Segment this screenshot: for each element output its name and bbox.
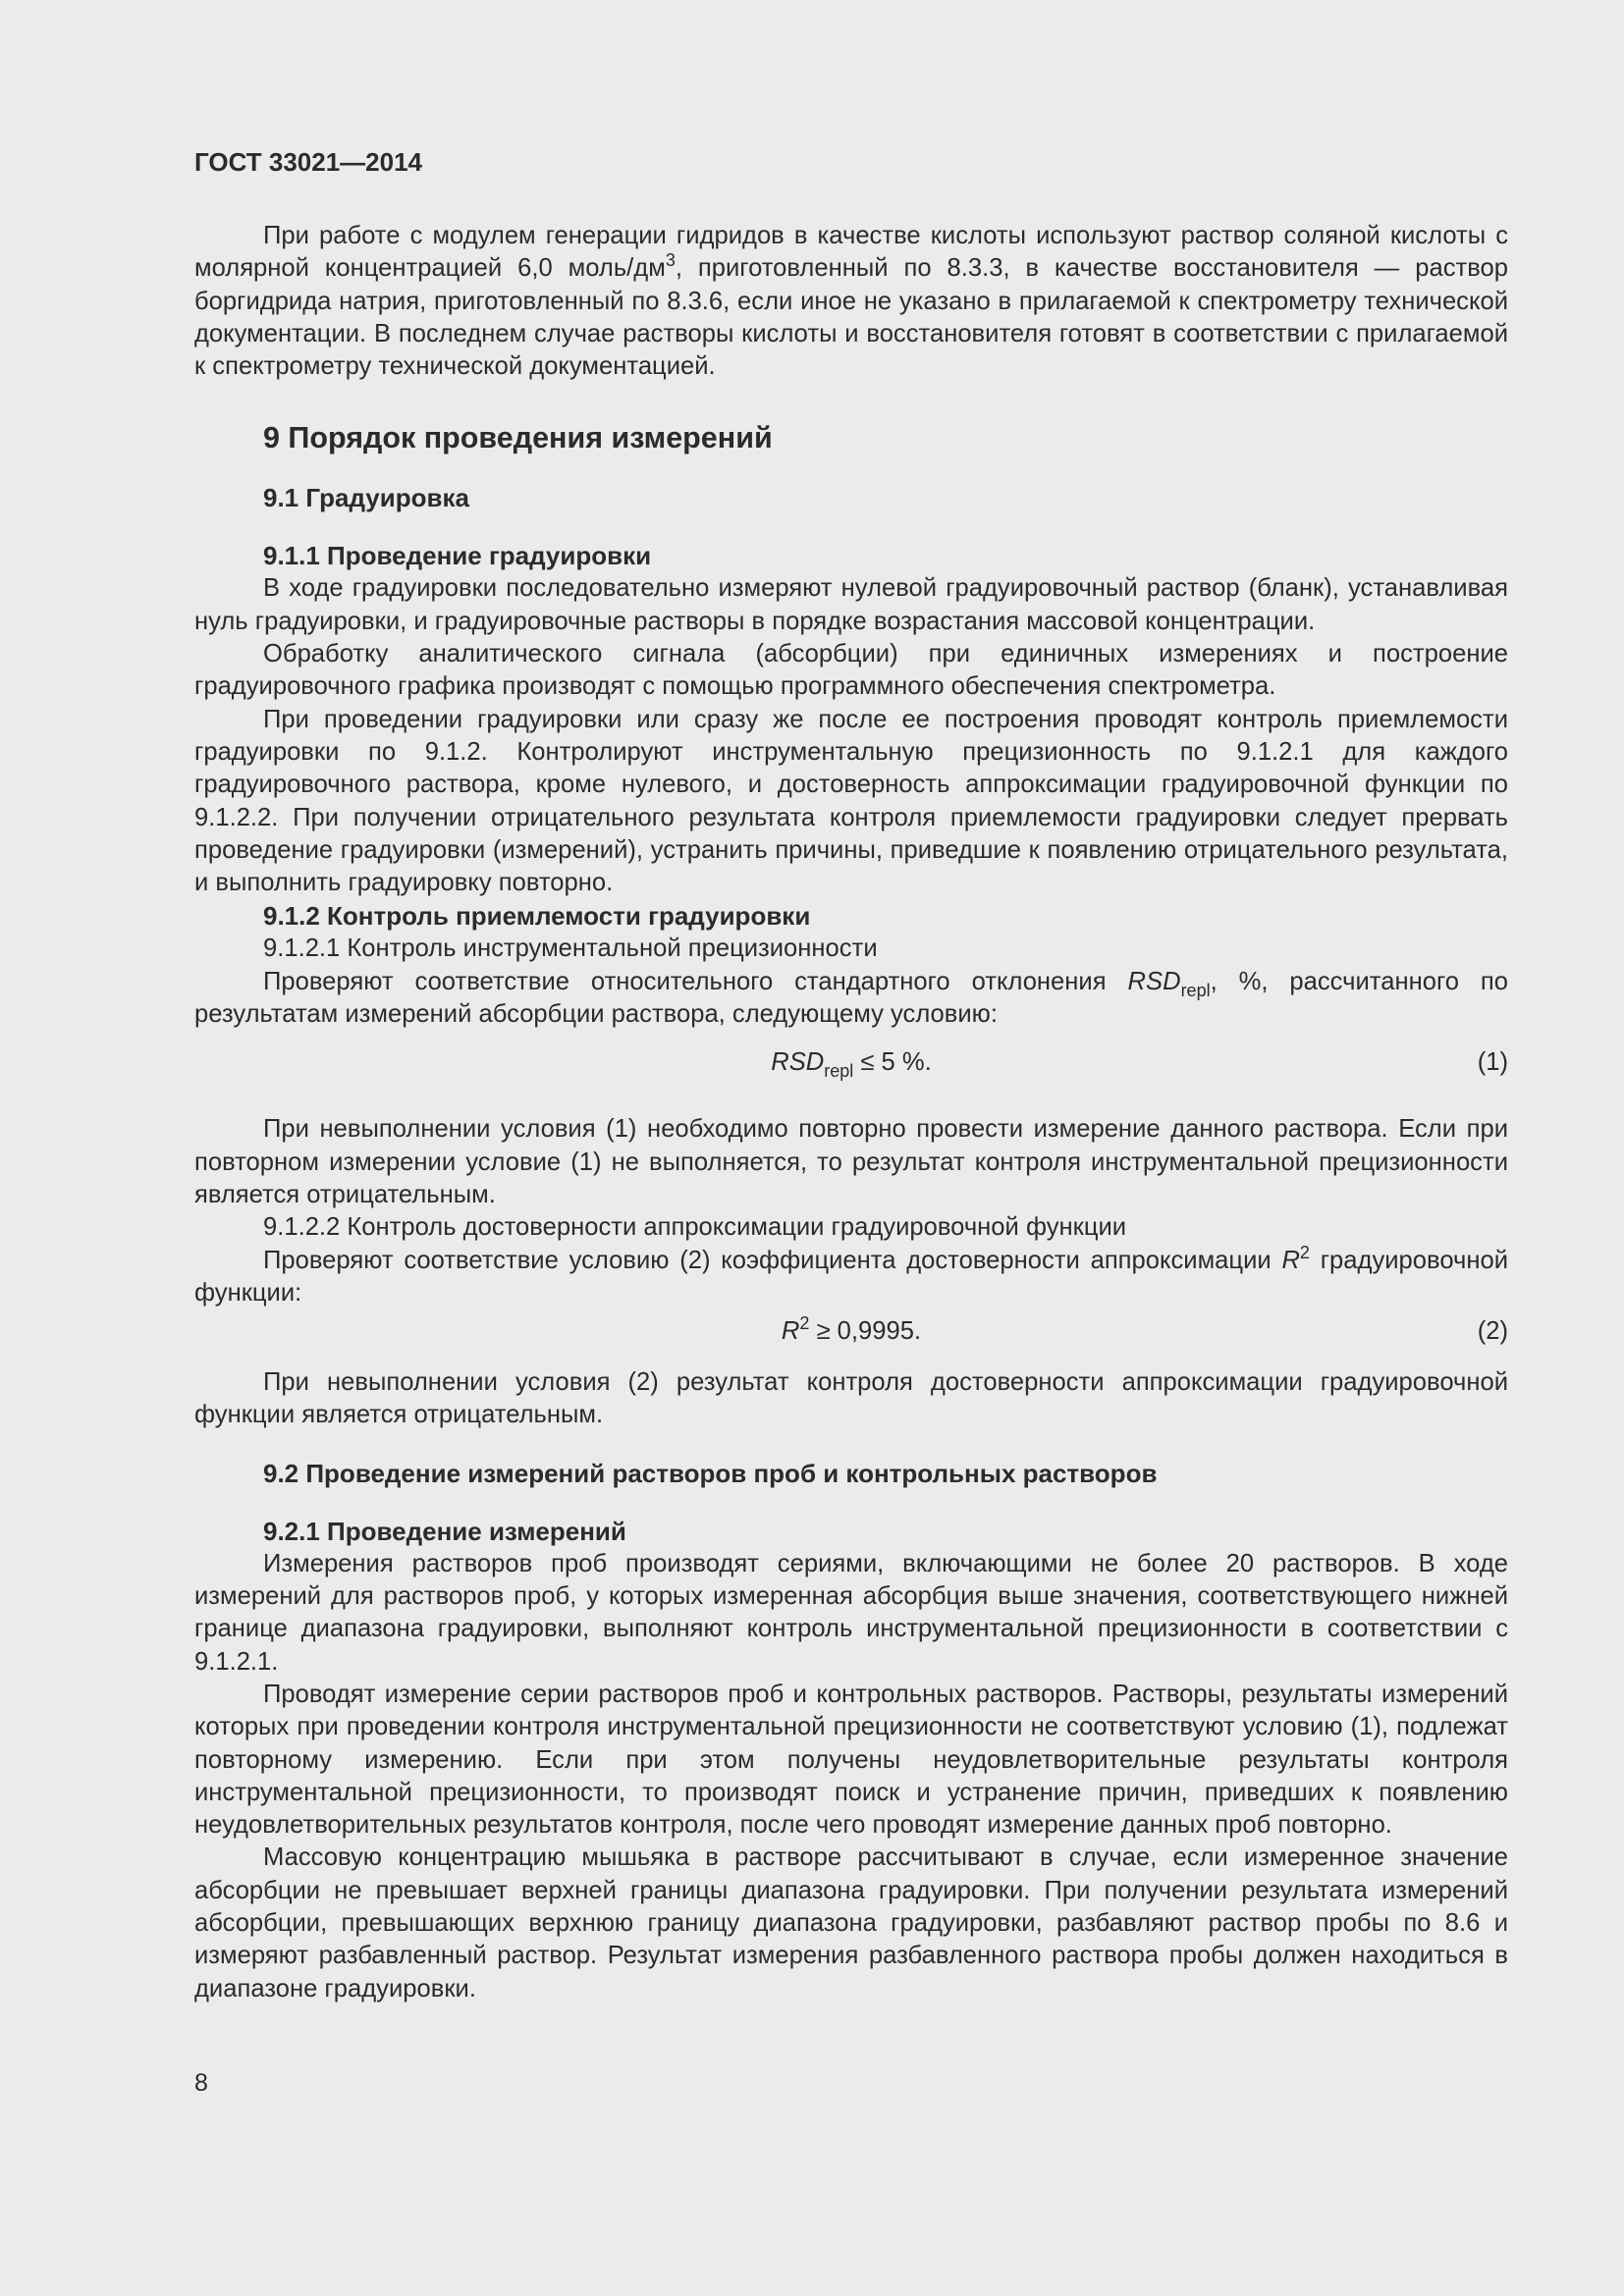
section-9-2-1-paragraph-3: Массовую концентрацию мышьяка в растворе рассчитывают в случае, если измеренное значение абсорбции не превышает верхней границы диапазона градуировки. При получении результата измерений абсорбции, превышающих верхнюю границу диапазона градуировки, разбавляют раствор пробы по 8.6 и измеряют разбавленный раствор. Результат измерения разбавленного раствора пробы должен находиться в диапазоне градуировки. <box>194 1843 1508 2002</box>
r2-text-a: Проверяют соответствие условию (2) коэффициента достоверности аппроксимации <box>263 1246 1282 1274</box>
section-9-1-1-paragraph-1: В ходе градуировки последовательно измеряют нулевой градуировочный раствор (бланк), устанавливая нуль градуировки, и градуировочные растворы в порядке возрастания массовой концентрации. <box>194 574 1508 635</box>
intro-paragraph <box>194 220 1508 383</box>
equation-1-subscript: repl <box>824 1061 854 1082</box>
intro-text-a: При работе с модулем генерации гидридов в качестве кислоты используют раствор соляной кислоты с молярной концентрацией 6,0 моль/дм <box>194 222 1508 283</box>
section-9-1-1-paragraph-3: При проведении градуировки или сразу же после ее построения проводят контроль приемлемости градуировки по 9.1.2. Контролируют инструментальную прецизионность по 9.1.2.1 для каждого градуировочного раствора, кроме нулевого, и достоверность аппроксимации градуировочной функции по 9.1.2.2. При получении отрицательного результата контроля приемлемости градуировки следует прервать проведение градуировки (измерений), устранить причины, приведшие к появлению отрицательного результата, и выполнить градуировку повторно. <box>194 705 1508 897</box>
equation-1-rest: ≤ 5 %. <box>853 1048 932 1077</box>
intro-text-b: , приготовленный по 8.3.3, в качестве восстановителя — раствор боргидрида натрия, приготовленный по 8.3.6, если иное не указано в прилагаемой к спектрометру технической документации. В последнем случае растворы кислоты и восстановителя готовят в соответствии с прилагаемой к спектрометру технической документацией. <box>194 254 1508 381</box>
rsd-text-a: Проверяют соответствие относительного стандартного отклонения <box>263 967 1128 995</box>
equation-2-rest: ≥ 0,9995. <box>809 1317 922 1346</box>
section-9-2-1-title: 9.2.1 Проведение измерений <box>263 1516 626 1546</box>
section-9-1-title: 9.1 Градуировка <box>263 483 469 513</box>
section-9-1-2-1-paragraph-1 <box>194 966 1508 1032</box>
section-9-1-1-paragraph-2: Обработку аналитического сигнала (абсорбции) при единичных измерениях и построение градуировочного графика производят с помощью программного обеспечения спектрометра. <box>194 640 1508 701</box>
equation-2-formula <box>782 1315 921 1348</box>
section-9-1-2-1-title: 9.1.2.1 Контроль инструментальной прецизионности <box>263 934 878 963</box>
section-9-2-title: 9.2 Проведение измерений растворов проб и контрольных растворов <box>263 1458 1158 1488</box>
section-9-1-2-1-paragraph-2: При невыполнении условия (1) необходимо повторно провести измерение данного раствора. Если при повторном измерении условие (1) не выполняется, то результат контроля инструментальной прецизионности является отрицательным. <box>194 1115 1508 1208</box>
equation-1-number: (1) <box>1477 1048 1508 1077</box>
section-9-1-2-2-paragraph-1 <box>194 1242 1508 1310</box>
equation-1-symbol: RSD <box>771 1048 825 1077</box>
section-9-1-2-title: 9.1.2 Контроль приемлемости градуировки <box>263 901 811 932</box>
r2-text-b: градуировочной функции: <box>194 1246 1508 1307</box>
section-9-2-1-paragraph-1: Измерения растворов проб производят сериями, включающими не более 20 растворов. В ходе измерений для растворов проб, у которых измеренная абсорбция выше значения, соответствующего нижней границе диапазона градуировки, выполняют контроль инструментальной прецизионности в соответствии с 9.1.2.1. <box>194 1549 1508 1676</box>
equation-2-number: (2) <box>1477 1317 1508 1346</box>
section-9-1-2-2-title: 9.1.2.2 Контроль достоверности аппроксимации градуировочной функции <box>263 1213 1127 1242</box>
equation-1-formula <box>771 1046 932 1082</box>
rsd-text-b: , %, рассчитанного по результатам измерений абсорбции раствора, следующему условию: <box>194 967 1508 1029</box>
section-9-2-1-paragraph-2: Проводят измерение серии растворов проб и контрольных растворов. Растворы, результаты измерений которых при проведении контроля инструментальной прецизионности не соответствуют условию (1), подлежат повторному измерению. Если при этом получены неудовлетворительные результаты контроля инструментальной прецизионности, то производят поиск и устранение причин, приведших к появлению неудовлетворительных результатов контроля, после чего проводят измерение данных проб повторно. <box>194 1680 1508 1840</box>
r2-superscript: 2 <box>1299 1242 1310 1262</box>
rsd-subscript: repl <box>1180 980 1211 1000</box>
equation-2-superscript: 2 <box>799 1313 810 1334</box>
document-header: ГОСТ 33021—2014 <box>194 147 422 177</box>
page-content <box>194 145 1508 2005</box>
section-9-1-2-2-paragraph-2: При невыполнении условия (2) результат контроля достоверности аппроксимации градуировочной функции является отрицательным. <box>194 1368 1508 1429</box>
page-number: 8 <box>194 2069 208 2097</box>
equation-2-symbol: R <box>781 1317 800 1346</box>
section-9-1-1-title: 9.1.1 Проведение градуировки <box>263 541 652 571</box>
intro-superscript: 3 <box>665 250 676 271</box>
rsd-symbol: RSD <box>1127 967 1181 995</box>
equation-2 <box>194 1315 1508 1359</box>
r2-symbol: R <box>1281 1246 1300 1274</box>
section-9-title: 9 Порядок проведения измерений <box>263 421 773 455</box>
equation-1 <box>194 1046 1508 1095</box>
